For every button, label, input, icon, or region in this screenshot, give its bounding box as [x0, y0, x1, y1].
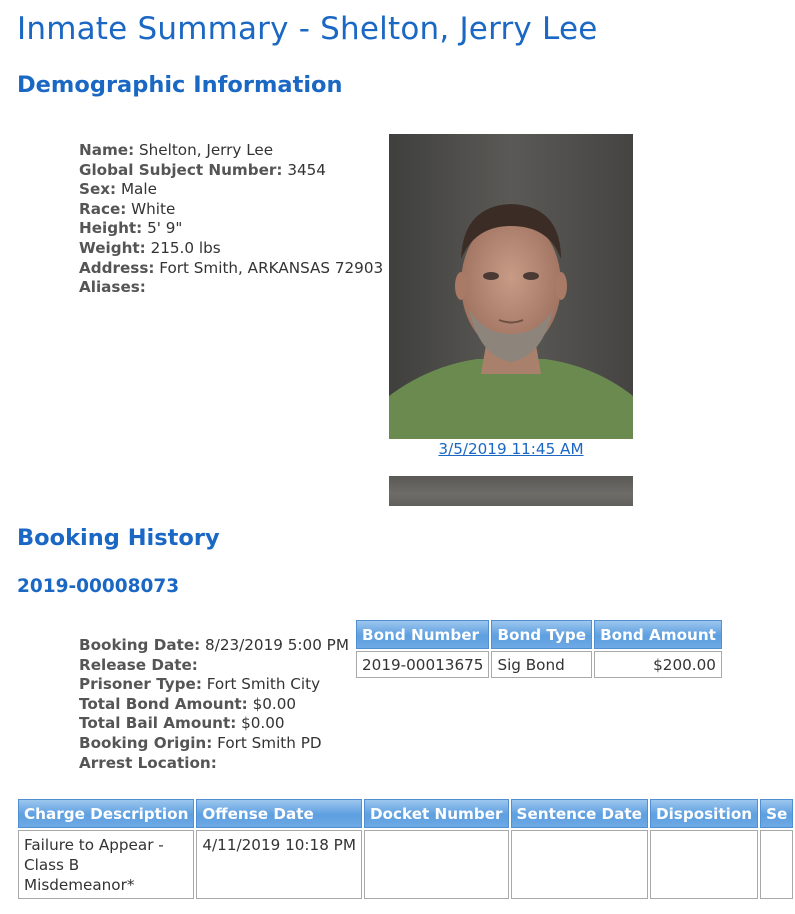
total-bond-row: [79, 695, 349, 715]
sex-value: Male: [120, 180, 157, 199]
charge-description-header[interactable]: Charge Description: [18, 799, 194, 828]
sentence-date-header[interactable]: Sentence Date: [511, 799, 648, 828]
total-bond-value: $0.00: [252, 694, 297, 713]
weight-value: 215.0 lbs: [150, 238, 221, 257]
bond-table: [354, 618, 724, 680]
bond-type-cell: Sig Bond: [491, 651, 592, 678]
height-label: Height:: [79, 219, 143, 238]
photo-date-link[interactable]: 3/5/2019 11:45 AM: [438, 440, 584, 458]
demographic-info: [79, 141, 383, 298]
disposition-header[interactable]: Disposition: [650, 799, 758, 828]
sentence-date-cell: [511, 830, 648, 899]
address-value: Fort Smith, ARKANSAS 72903: [159, 258, 384, 277]
docket-number-header[interactable]: Docket Number: [364, 799, 509, 828]
address-label: Address:: [79, 258, 155, 277]
height-value: 5' 9": [147, 219, 183, 238]
total-bail-row: [79, 714, 349, 734]
charge-table-header: [18, 799, 793, 828]
arrest-location-row: [79, 754, 349, 774]
total-bond-label: Total Bond Amount:: [79, 694, 248, 713]
name-value: Shelton, Jerry Lee: [139, 141, 274, 159]
bond-number-header[interactable]: Bond Number: [356, 620, 489, 649]
charge-description-cell: Failure to Appear - Class B Misdemeanor*: [18, 830, 194, 899]
subject-number-label: Global Subject Number:: [79, 160, 283, 179]
bond-type-header[interactable]: Bond Type: [491, 620, 592, 649]
booking-date-row: [79, 636, 349, 656]
demographic-section-title: Demographic Information: [17, 72, 343, 98]
bond-number-cell: 2019-00013675: [356, 651, 489, 678]
subject-number-row: [79, 161, 383, 181]
sex-label: Sex:: [79, 180, 117, 199]
page-title: Inmate Summary - Shelton, Jerry Lee: [17, 11, 598, 47]
booking-number-heading: 2019-00008073: [17, 576, 180, 597]
sentence-header-partial[interactable]: Se: [760, 799, 793, 828]
bond-table-header: [356, 620, 722, 649]
arrest-location-label: Arrest Location:: [79, 753, 217, 772]
release-date-row: [79, 656, 349, 676]
aliases-row: [79, 278, 383, 298]
release-date-label: Release Date:: [79, 655, 198, 674]
docket-number-cell: [364, 830, 509, 899]
weight-label: Weight:: [79, 238, 146, 257]
prisoner-type-value: Fort Smith City: [206, 675, 321, 694]
sex-row: [79, 180, 383, 200]
sentence-cell-partial: [760, 830, 793, 899]
name-label: Name:: [79, 141, 135, 159]
second-photo-thumbnail[interactable]: [389, 476, 633, 506]
table-row: [356, 651, 722, 678]
booking-origin-label: Booking Origin:: [79, 733, 213, 752]
prisoner-type-row: [79, 675, 349, 695]
disposition-cell: [650, 830, 758, 899]
mugshot-image: [389, 134, 633, 439]
booking-origin-row: [79, 734, 349, 754]
aliases-label: Aliases:: [79, 278, 146, 297]
offense-date-header[interactable]: Offense Date: [196, 799, 362, 828]
total-bail-value: $0.00: [241, 714, 285, 733]
subject-number-value: 3454: [287, 160, 326, 179]
booking-date-label: Booking Date:: [79, 636, 201, 654]
prisoner-type-label: Prisoner Type:: [79, 675, 202, 694]
bond-amount-header[interactable]: Bond Amount: [594, 620, 722, 649]
weight-row: [79, 239, 383, 259]
booking-info: [79, 636, 349, 773]
booking-origin-value: Fort Smith PD: [217, 733, 322, 752]
race-row: [79, 200, 383, 220]
mugshot-photo[interactable]: [389, 134, 633, 439]
address-row: [79, 259, 383, 279]
height-row: [79, 219, 383, 239]
race-value: White: [131, 199, 176, 218]
table-row: [18, 830, 793, 899]
bond-amount-cell: $200.00: [594, 651, 722, 678]
charge-table: [16, 797, 795, 901]
booking-history-title: Booking History: [17, 525, 220, 551]
offense-date-cell: 4/11/2019 10:18 PM: [196, 830, 362, 899]
name-row: [79, 141, 383, 161]
total-bail-label: Total Bail Amount:: [79, 714, 237, 733]
booking-date-value: 8/23/2019 5:00 PM: [205, 636, 349, 654]
race-label: Race:: [79, 199, 127, 218]
